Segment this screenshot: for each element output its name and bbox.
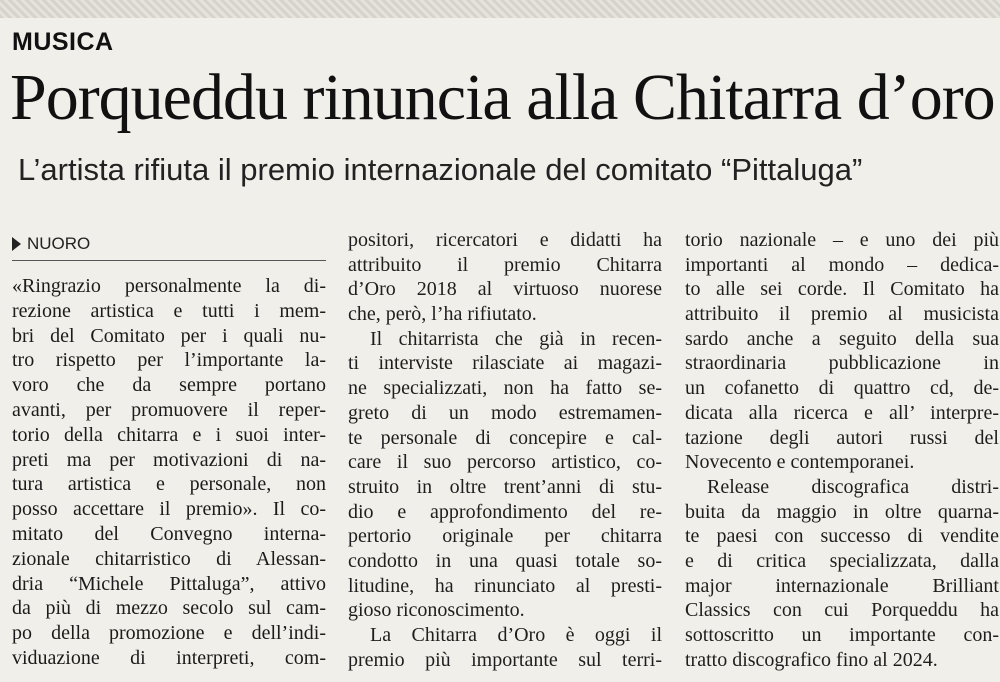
article-text-line: voro che da sempre portano	[12, 374, 326, 397]
article-text-line: to alle sei corde. Il Comitato ha	[685, 278, 999, 301]
article-text-line: care il suo percorso artistico, co-	[348, 451, 662, 474]
article-text-line: importanti al mondo – dedica-	[685, 253, 999, 276]
article-text-line: da più di mezzo secolo sul cam-	[12, 597, 326, 620]
article-text-line: litudine, ha rinunciato al presti-	[348, 574, 662, 597]
article-column-2	[348, 228, 662, 672]
article-text-line: attribuito il premio Chitarra	[348, 253, 662, 276]
article-text-line: te paesi con successo di vendite	[685, 525, 999, 548]
article-text-line: premio più importante sul terri-	[348, 648, 662, 671]
article-text-line: dio e approfondimento del re-	[348, 500, 662, 523]
article-text-line: zionale chitarristico di Alessan-	[12, 547, 326, 570]
article-text-line: condotto in una quasi totale so-	[348, 549, 662, 572]
article-text-line: greto di un modo estremamen-	[348, 401, 662, 424]
article-text-line: «Ringrazio personalmente la di-	[12, 275, 326, 297]
article-text-line: Il chitarrista che già in recen-	[370, 327, 662, 350]
article-text-line: e di critica specializzata, dalla	[685, 549, 999, 572]
article-text-line: attribuito il premio al musicista	[685, 303, 999, 326]
article-text-line: Classics con cui Porqueddu ha	[685, 599, 999, 622]
article-text-line: struito in oltre trent’anni di stu-	[348, 475, 662, 498]
article-text-line: avanti, per promuovere il reper-	[12, 398, 326, 421]
page-top-band	[0, 0, 1000, 18]
article-subhead: L’artista rifiuta il premio internazionale del comitato “Pittaluga”	[18, 152, 863, 187]
article-text-line: mitato del Convegno interna-	[12, 522, 326, 545]
article-text-line: straordinaria pubblicazione in	[685, 352, 999, 375]
article-column-3	[685, 228, 999, 672]
dateline-rule	[12, 260, 326, 261]
article-text-line: gioso riconoscimento.	[348, 599, 525, 622]
article-text-line: La Chitarra d’Oro è oggi il	[370, 624, 662, 646]
article-text-line: ti interviste rilasciate ai magazi-	[348, 352, 662, 375]
dateline-text: NUORO	[27, 234, 91, 253]
triangle-bullet-icon	[12, 237, 21, 251]
article-text-line: Novecento e contemporanei.	[685, 451, 915, 474]
article-text-line: d’Oro 2018 al virtuoso nuorese	[348, 278, 662, 301]
article-text-line: tazione degli autori russi del	[685, 426, 999, 449]
article-text-line: te personale di concepire e cal-	[348, 426, 662, 449]
article-text-line: pertorio originale per chitarra	[348, 525, 662, 548]
article-text-line: sottoscritto un importante con-	[685, 624, 999, 646]
article-text-line: posso accettare il premio». Il co-	[12, 498, 326, 521]
article-text-line: dicata alla ricerca e all’ interpre-	[685, 401, 999, 424]
article-text-line: che, però, l’ha rifiutato.	[348, 303, 537, 326]
article-text-line: rezione artistica e tutti i mem-	[12, 299, 326, 322]
article-text-line: tro rispetto per l’importante la-	[12, 349, 326, 372]
article-text-line: un cofanetto di quattro cd, de-	[685, 377, 999, 400]
article-text-line: viduazione di interpreti, com-	[12, 646, 326, 669]
article-text-line: tratto discografico fino al 2024.	[685, 648, 938, 671]
article-column-1	[12, 274, 326, 671]
dateline	[12, 234, 90, 254]
article-text-line: Release discografica distri-	[707, 475, 999, 498]
section-kicker: MUSICA	[12, 28, 114, 56]
article-text-line: ne specializzati, non ha fatto se-	[348, 377, 662, 400]
article-text-line: po della promozione e dell’indi-	[12, 622, 326, 645]
article-text-line: major internazionale Brilliant	[685, 574, 999, 597]
article-headline: Porqueddu rinuncia alla Chitarra d’oro	[10, 61, 995, 134]
article-text-line: torio nazionale – e uno dei più	[685, 229, 999, 251]
article-text-line: bri del Comitato per i quali nu-	[12, 324, 326, 347]
article-text-line: sardo anche a seguito della sua	[685, 327, 999, 350]
article-text-line: torio della chitarra e i suoi inter-	[12, 423, 326, 446]
article-text-line: dria “Michele Pittaluga”, attivo	[12, 572, 326, 595]
article-text-line: tura artistica e personale, non	[12, 473, 326, 496]
article-text-line: positori, ricercatori e didatti ha	[348, 229, 662, 251]
article-text-line: buita da maggio in oltre quarna-	[685, 500, 999, 523]
article-text-line: preti ma per motivazioni di na-	[12, 448, 326, 471]
